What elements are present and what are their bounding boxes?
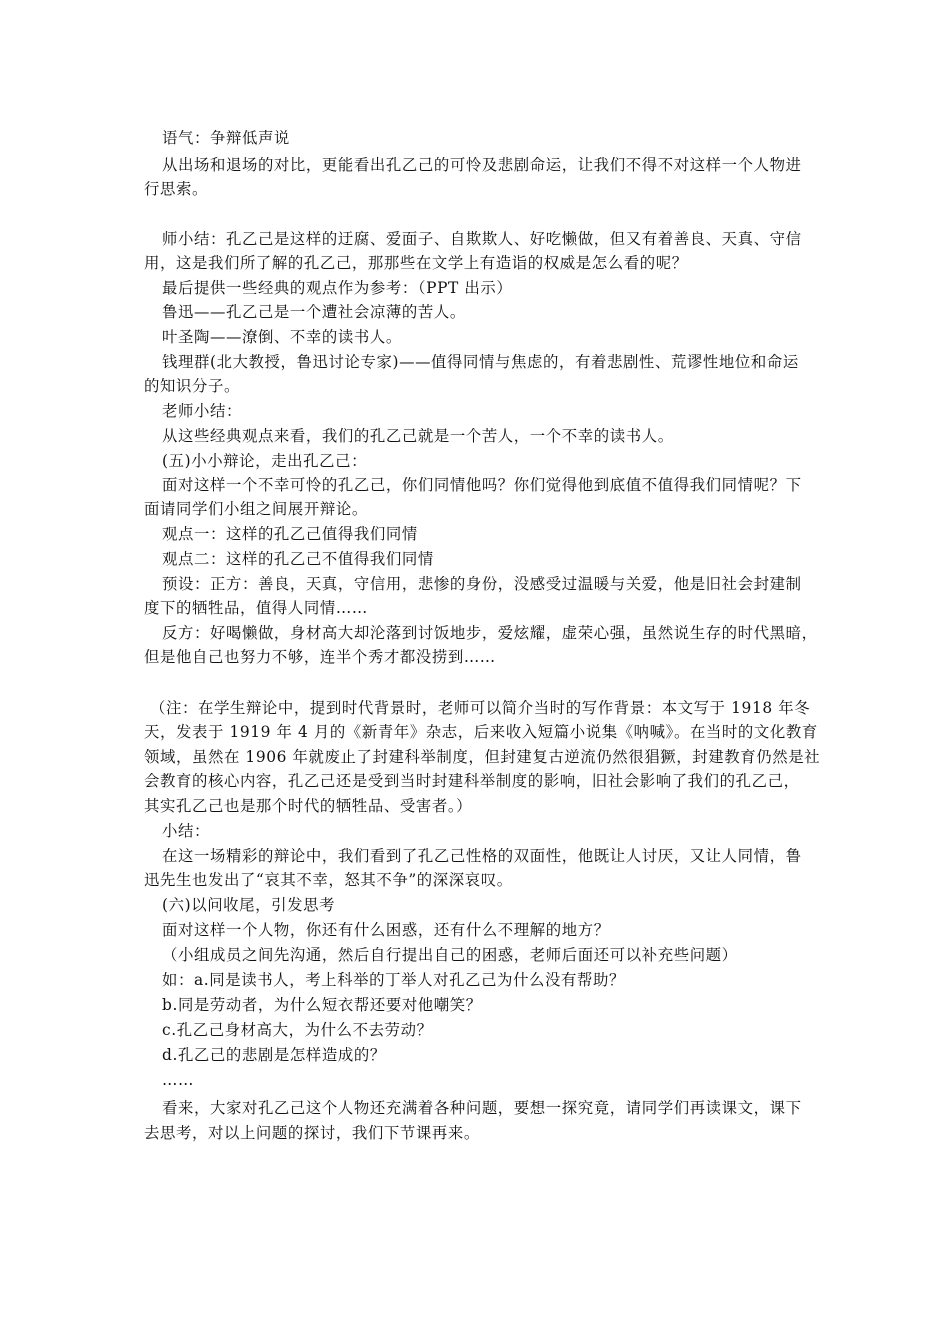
text-line: 会教育的核心内容，孔乙己还是受到当时封建科举制度的影响，旧社会影响了我们的孔乙己，: [144, 772, 800, 790]
text-line: 但是他自己也努力不够，连半个秀才都没捞到……: [144, 648, 496, 666]
text-line: 看来，大家对孔乙己这个人物还充满着各种问题，要想一探究竟，请同学们再读课文，课下: [162, 1099, 802, 1117]
text-line: 天，发表于 1919 年 4 月的《新青年》杂志，后来收入短篇小说集《呐喊》。在当时的文化教育: [144, 723, 818, 741]
text-line: 如：a.同是读书人，考上科举的丁举人对孔乙己为什么没有帮助？: [162, 971, 626, 989]
text-line: （注：在学生辩论中，提到时代背景时，老师可以简介当时的写作背景：本文写于 1918 年冬: [150, 699, 811, 717]
text-line: 反方：好喝懒做，身材高大却沦落到讨饭地步，爱炫耀，虚荣心强，虽然说生存的时代黑暗，: [162, 624, 818, 642]
text-line: 迅先生也发出了“哀其不幸，怒其不争”的深深哀叹。: [144, 871, 513, 889]
text-line: 师小结：孔乙己是这样的迂腐、爱面子、自欺欺人、好吃懒做，但又有着善良、天真、守信: [162, 230, 802, 248]
text-line: d.孔乙己的悲剧是怎样造成的？: [162, 1046, 386, 1064]
text-line: 老师小结：: [162, 402, 242, 420]
text-line: ……: [162, 1071, 194, 1089]
text-line: 叶圣陶——潦倒、不幸的读书人。: [162, 328, 402, 346]
text-line: 面对这样一个人物，你还有什么困惑，还有什么不理解的地方？: [162, 921, 610, 939]
text-line: 去思考，对以上问题的探讨，我们下节课再来。: [144, 1124, 480, 1142]
text-line: 度下的牺牲品，值得人同情……: [144, 599, 368, 617]
text-line: 鲁迅——孔乙己是一个遭社会凉薄的苦人。: [162, 303, 466, 321]
text-line: c.孔乙己身材高大，为什么不去劳动？: [162, 1021, 433, 1039]
text-line: b.同是劳动者，为什么短衣帮还要对他嘲笑？: [162, 996, 482, 1014]
text-line: 用，这是我们所了解的孔乙己，那那些在文学上有造诣的权威是怎么看的呢？: [144, 254, 688, 272]
section-heading: (五)小小辩论，走出孔乙己：: [162, 452, 368, 470]
text-line: 领域，虽然在 1906 年就废止了封建科举制度，但封建复古逆流仍然很猖獗，封建教育仍然是社: [144, 748, 821, 766]
text-line: 观点二：这样的孔乙己不值得我们同情: [162, 550, 434, 568]
text-line: 从这些经典观点来看，我们的孔乙己就是一个苦人，一个不幸的读书人。: [162, 427, 674, 445]
text-line: 钱理群(北大教授，鲁迅讨论专家)——值得同情与焦虑的，有着悲剧性、荒谬性地位和命运: [162, 353, 799, 371]
text-line: 在这一场精彩的辩论中，我们看到了孔乙己性格的双面性，他既让人讨厌，又让人同情，鲁: [162, 847, 802, 865]
text-line: 的知识分子。: [144, 377, 240, 395]
text-line: 其实孔乙己也是那个时代的牺牲品、受害者。）: [144, 797, 473, 815]
text-line: 小结：: [162, 822, 210, 840]
text-line: 语气：争辩低声说: [162, 129, 290, 147]
text-line: （小组成员之间先沟通，然后自行提出自己的困惑，老师后面还可以补充些问题）: [162, 946, 738, 964]
text-line: 预设：正方：善良，天真，守信用，悲惨的身份，没感受过温暖与关爱，他是旧社会封建制: [162, 575, 802, 593]
text-line: 从出场和退场的对比，更能看出孔乙己的可怜及悲剧命运，让我们不得不对这样一个人物进: [162, 156, 802, 174]
section-heading: (六)以问收尾，引发思考: [162, 896, 336, 914]
text-line: 行思索。: [144, 180, 208, 198]
text-line: 面请同学们小组之间展开辩论。: [144, 500, 368, 518]
text-line: 最后提供一些经典的观点作为参考：（PPT 出示）: [162, 279, 513, 297]
text-line: 观点一：这样的孔乙己值得我们同情: [162, 525, 418, 543]
text-line: 面对这样一个不幸可怜的孔乙己，你们同情他吗？你们觉得他到底值不值得我们同情呢？下: [162, 476, 802, 494]
